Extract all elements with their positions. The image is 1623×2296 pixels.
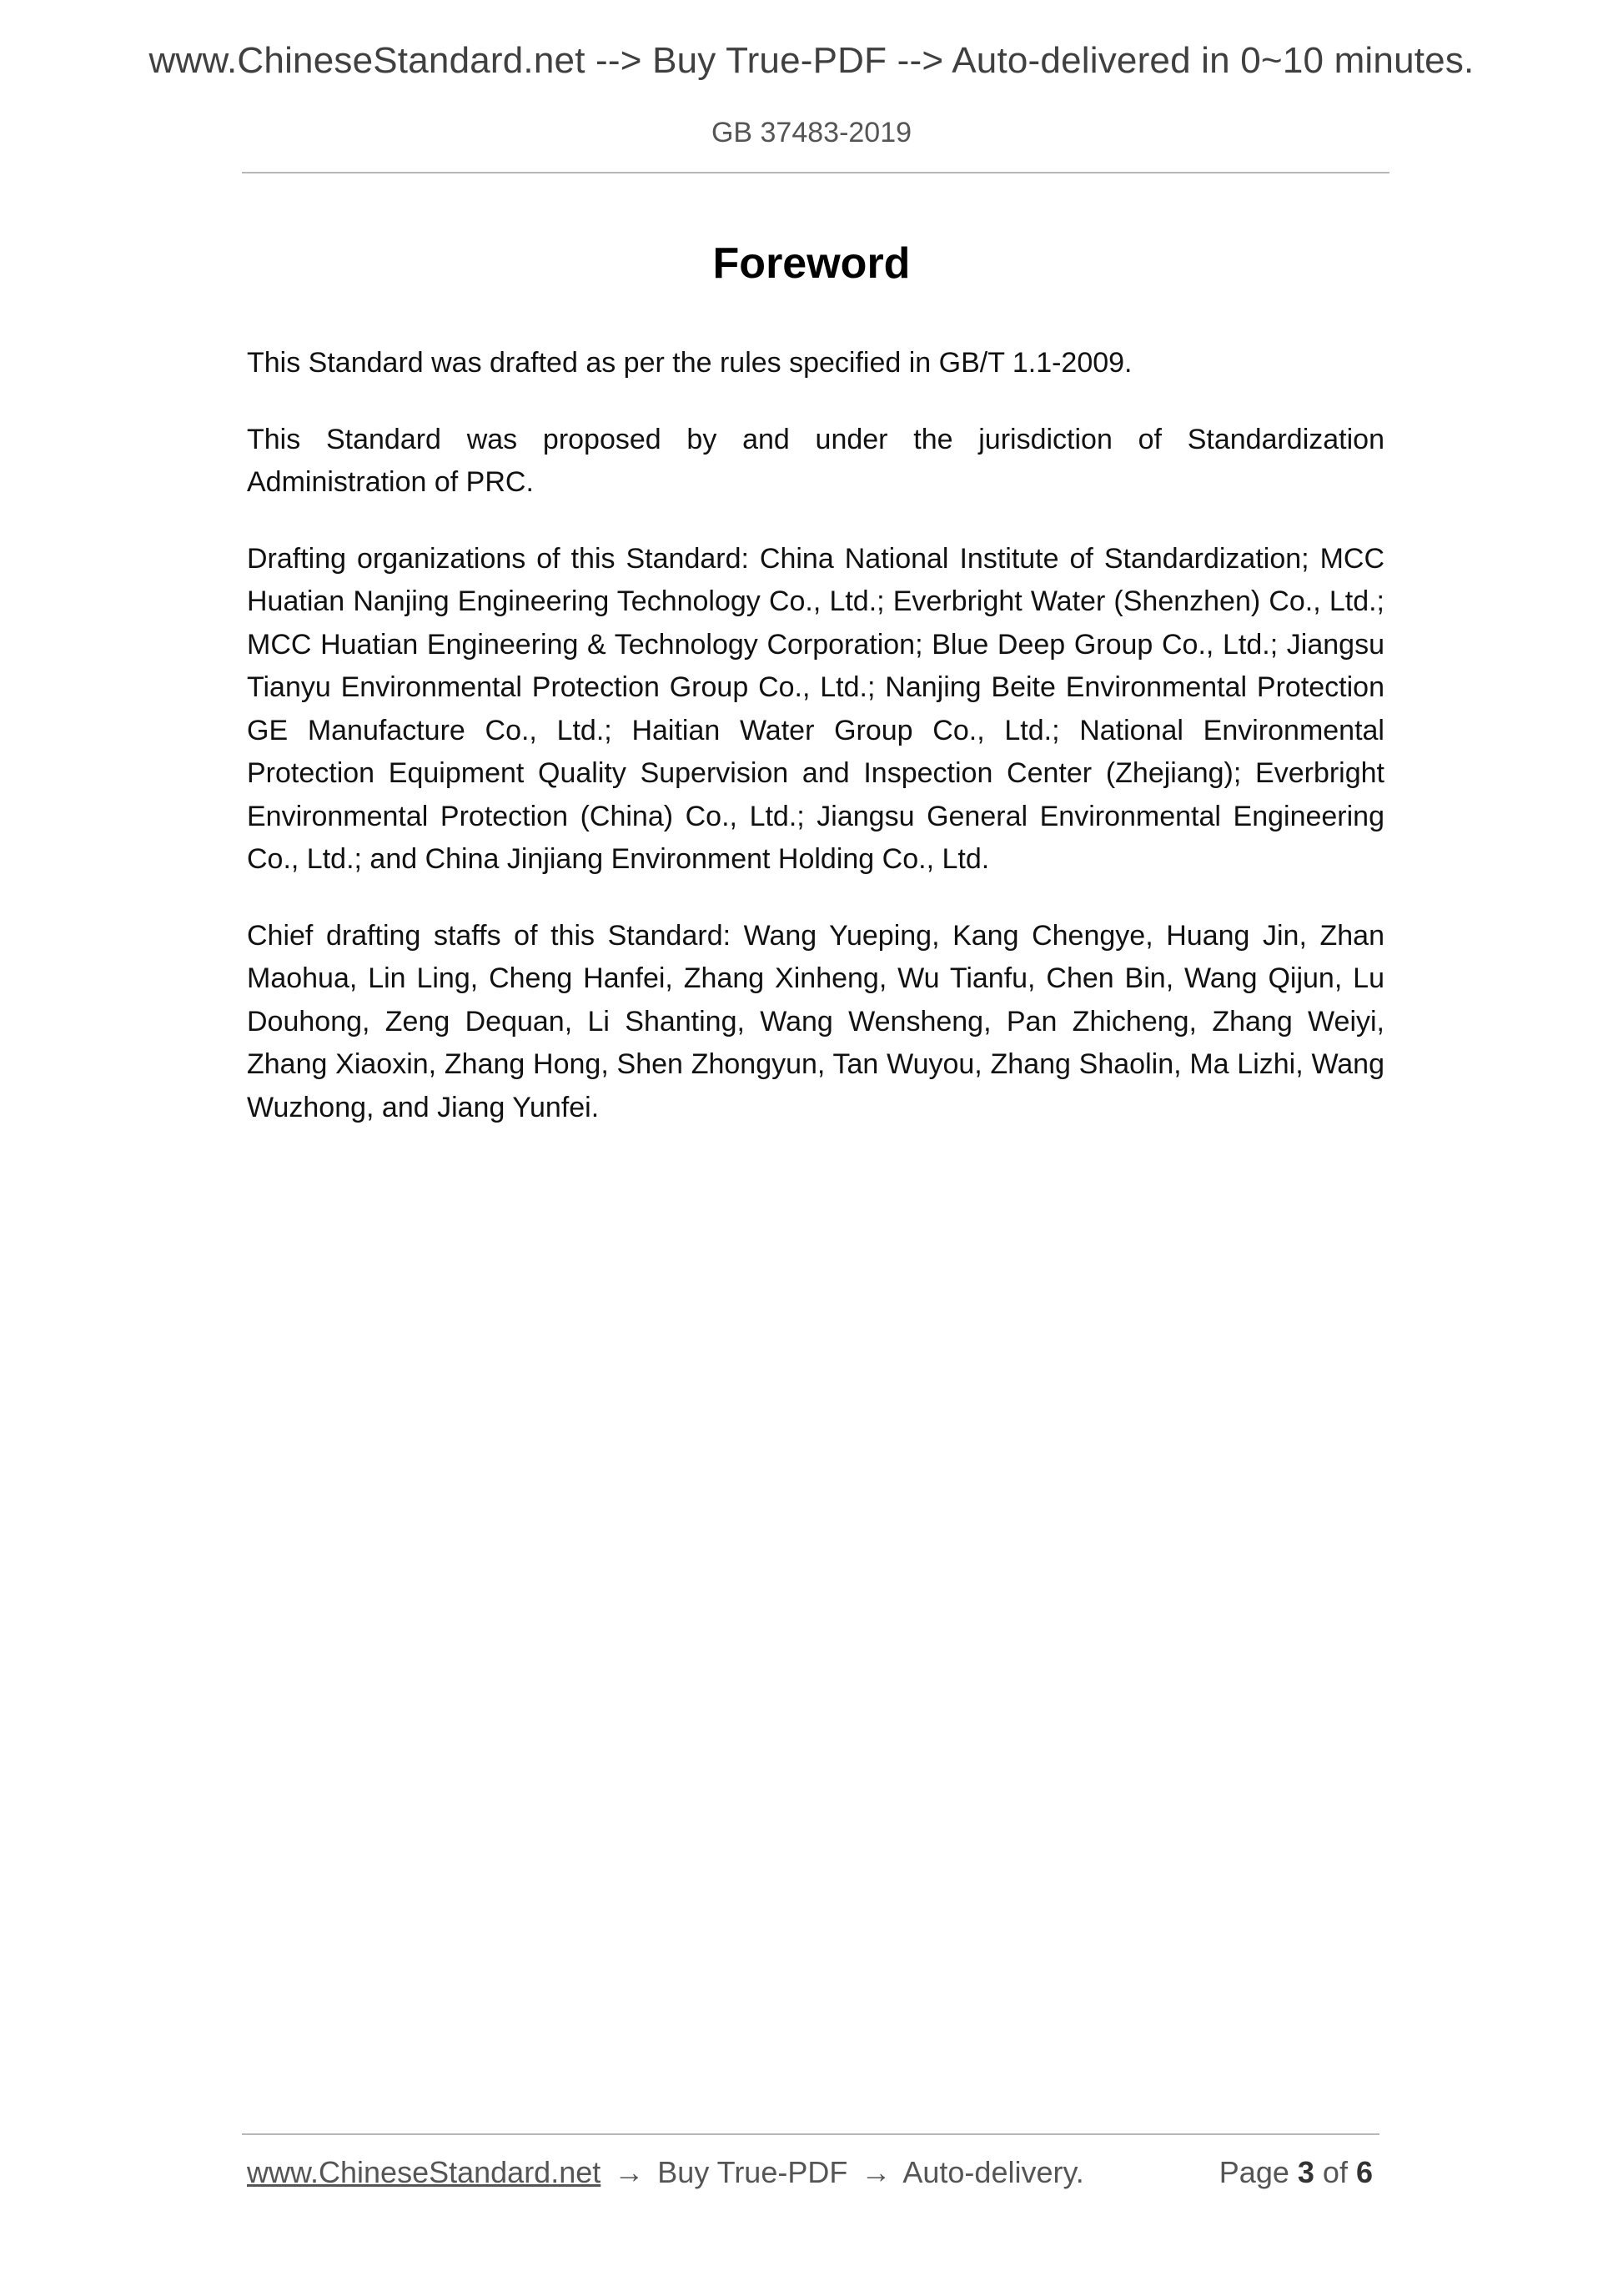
auto-delivery-text: Auto-delivery. xyxy=(902,2155,1084,2189)
arrow-right-icon: → xyxy=(614,2155,645,2189)
arrow-right-icon: → xyxy=(861,2155,892,2189)
top-banner: www.ChineseStandard.net --> Buy True-PDF --> Auto-delivered in 0~10 minutes. xyxy=(148,40,1475,81)
foreword-body xyxy=(247,342,1384,1163)
page-footer xyxy=(247,2155,1379,2197)
paragraph-drafting-rules: This Standard was drafted as per the rules specified in GB/T 1.1-2009. xyxy=(247,347,1133,379)
document-number: GB 37483-2019 xyxy=(711,117,912,148)
page-indicator xyxy=(1219,2155,1373,2190)
paragraph-jurisdiction: This Standard was proposed by and under the jurisdiction of Standardization Administration of PRC. xyxy=(247,423,1384,498)
total-pages-number: 6 xyxy=(1355,2155,1373,2189)
buy-pdf-text: Buy True-PDF xyxy=(657,2155,848,2189)
paragraph-drafting-organizations: Drafting organizations of this Standard: China National Institute of Standardization; MCC Huatian Nanjing Engineering Technology Co., Ltd.; Everbright Water (Shenzhen) Co., Ltd.; MCC Huatian Engineering & Technology Corporation; Blue Deep Group Co., Ltd.; Jiangsu Tianyu Environmental Protection Group Co., Ltd.; Nanjing Beite Environmental Protection GE Manufacture Co., Ltd.; Haitian Water Group Co., Ltd.; National Environmental Protection Equipment Quality Supervision and Inspection Center (Zhejiang); Everbright Environmental Protection (China) Co., Ltd.; Jiangsu General Environmental Engineering Co., Ltd.; and China Jinjiang Environment Holding Co., Ltd. xyxy=(247,542,1384,875)
of-label: of xyxy=(1322,2155,1348,2189)
page-title: Foreword xyxy=(712,239,911,288)
footer-divider xyxy=(242,2133,1379,2135)
page-label: Page xyxy=(1219,2155,1289,2189)
footer-links xyxy=(247,2155,1084,2190)
current-page-number: 3 xyxy=(1297,2155,1314,2189)
header-divider xyxy=(242,172,1389,173)
site-link[interactable]: www.ChineseStandard.net xyxy=(247,2155,601,2189)
paragraph-drafting-staffs: Chief drafting staffs of this Standard: Wang Yueping, Kang Chengye, Huang Jin, Zhan Maohua, Lin Ling, Cheng Hanfei, Zhang Xinheng, Wu Tianfu, Chen Bin, Wang Qijun, Lu Douhong, Zeng Dequan, Li Shanting, Wang Wensheng, Pan Zhicheng, Zhang Weiyi, Zhang Xiaoxin, Zhang Hong, Shen Zhongyun, Tan Wuyou, Zhang Shaolin, Ma Lizhi, Wang Wuzhong, and Jiang Yunfei. xyxy=(247,919,1384,1123)
